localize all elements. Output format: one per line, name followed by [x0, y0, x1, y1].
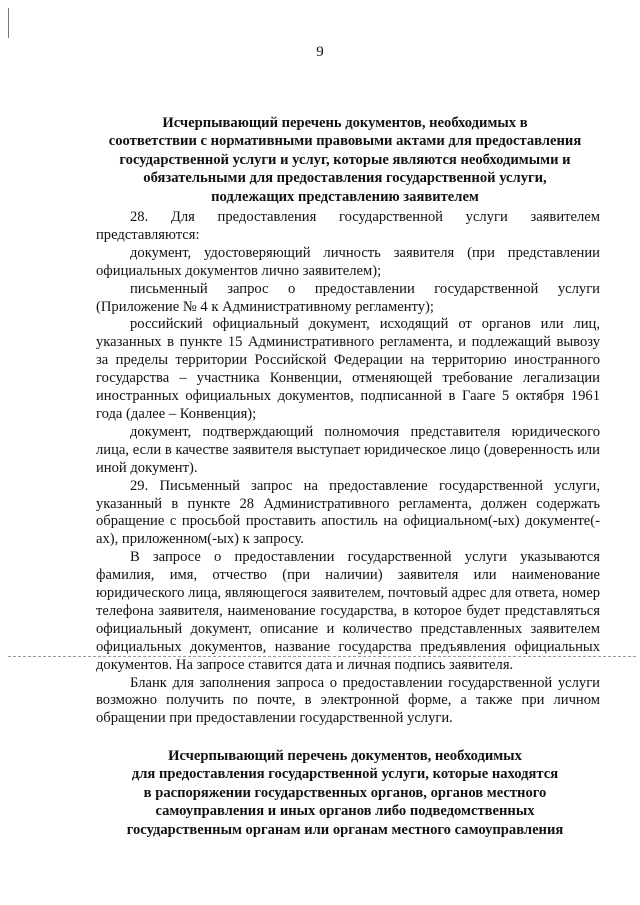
section-heading-held-documents — [90, 747, 600, 839]
heading-line: обязательными для предоставления государственной услуги, — [143, 170, 547, 187]
heading-line: Исчерпывающий перечень документов, необходимых — [168, 748, 522, 764]
document-body — [96, 209, 600, 728]
paragraph-request-form: Бланк для заполнения запроса о предоставлении государственной услуги возможно получить по почте, в электронной форме, а также при личном обращении при предоставлении государственной услуги. — [96, 674, 600, 727]
heading-line: в распоряжении государственных органов, органов местного — [143, 784, 547, 801]
paragraph-identity-document: документ, удостоверяющий личность заявителя (при представлении официальных документов лично заявителем); — [96, 244, 600, 279]
heading-line: государственным органам или органам местного самоуправления — [126, 821, 564, 838]
paragraph-request-contents: В запросе о предоставлении государственной услуги указываются фамилия, имя, отчество (при наличии) заявителя или наименование юридического лица, являющегося заявителем, почтовый адрес для ответа, номер телефона заявителя, наименование государства, в которое будет представляться официальный документ, описание и количество представленных заявителем официальных документов, название государства предъявления официальных документов. На запросе ставится дата и личная подпись заявителя. — [96, 549, 600, 673]
paragraph-29: 29. Письменный запрос на предоставление государственной услуги, указанный в пункте 28 Административного регламента, должен содержать обращение с просьбой проставить апостиль на официальном(-ых) документе(-ах), приложенном(-ых) к запросу. — [96, 477, 600, 548]
paragraph-official-document: российский официальный документ, исходящий от органов или лиц, указанных в пункте 15 Административного регламента, и подлежащий вывозу за пределы территории Российской Федерации на территорию иностранного государства – участника Конвенции, отменяющей требование легализации иностранных официальных документов, подписанной в Гааге 5 октября 1961 года (далее – Конвенция); — [96, 316, 600, 422]
heading-line: Исчерпывающий перечень документов, необходимых в — [162, 115, 528, 131]
heading-line: подлежащих представлению заявителем — [211, 188, 479, 205]
heading-line: для предоставления государственной услуги, которые находятся — [131, 766, 559, 783]
section-heading-submitted-documents — [90, 114, 600, 206]
heading-line: соответствии с нормативными правовыми актами для предоставления — [108, 133, 582, 150]
paragraph-power-of-attorney: документ, подтверждающий полномочия представителя юридического лица, если в качестве заявителя выступает юридическое лицо (доверенность или иной документ). — [96, 423, 600, 476]
scan-edge-line — [8, 8, 9, 38]
paragraph-written-request: письменный запрос о предоставлении государственной услуги (Приложение № 4 к Административному регламенту); — [96, 280, 600, 315]
scan-dashed-line — [8, 656, 636, 657]
page-number: 9 — [316, 44, 324, 60]
heading-line: государственной услуги и услуг, которые являются необходимыми и — [119, 151, 571, 168]
paragraph-28: 28. Для предоставления государственной услуги заявителем представляются: — [96, 209, 600, 243]
heading-line: самоуправления и иных органов либо подведомственных — [155, 803, 535, 820]
